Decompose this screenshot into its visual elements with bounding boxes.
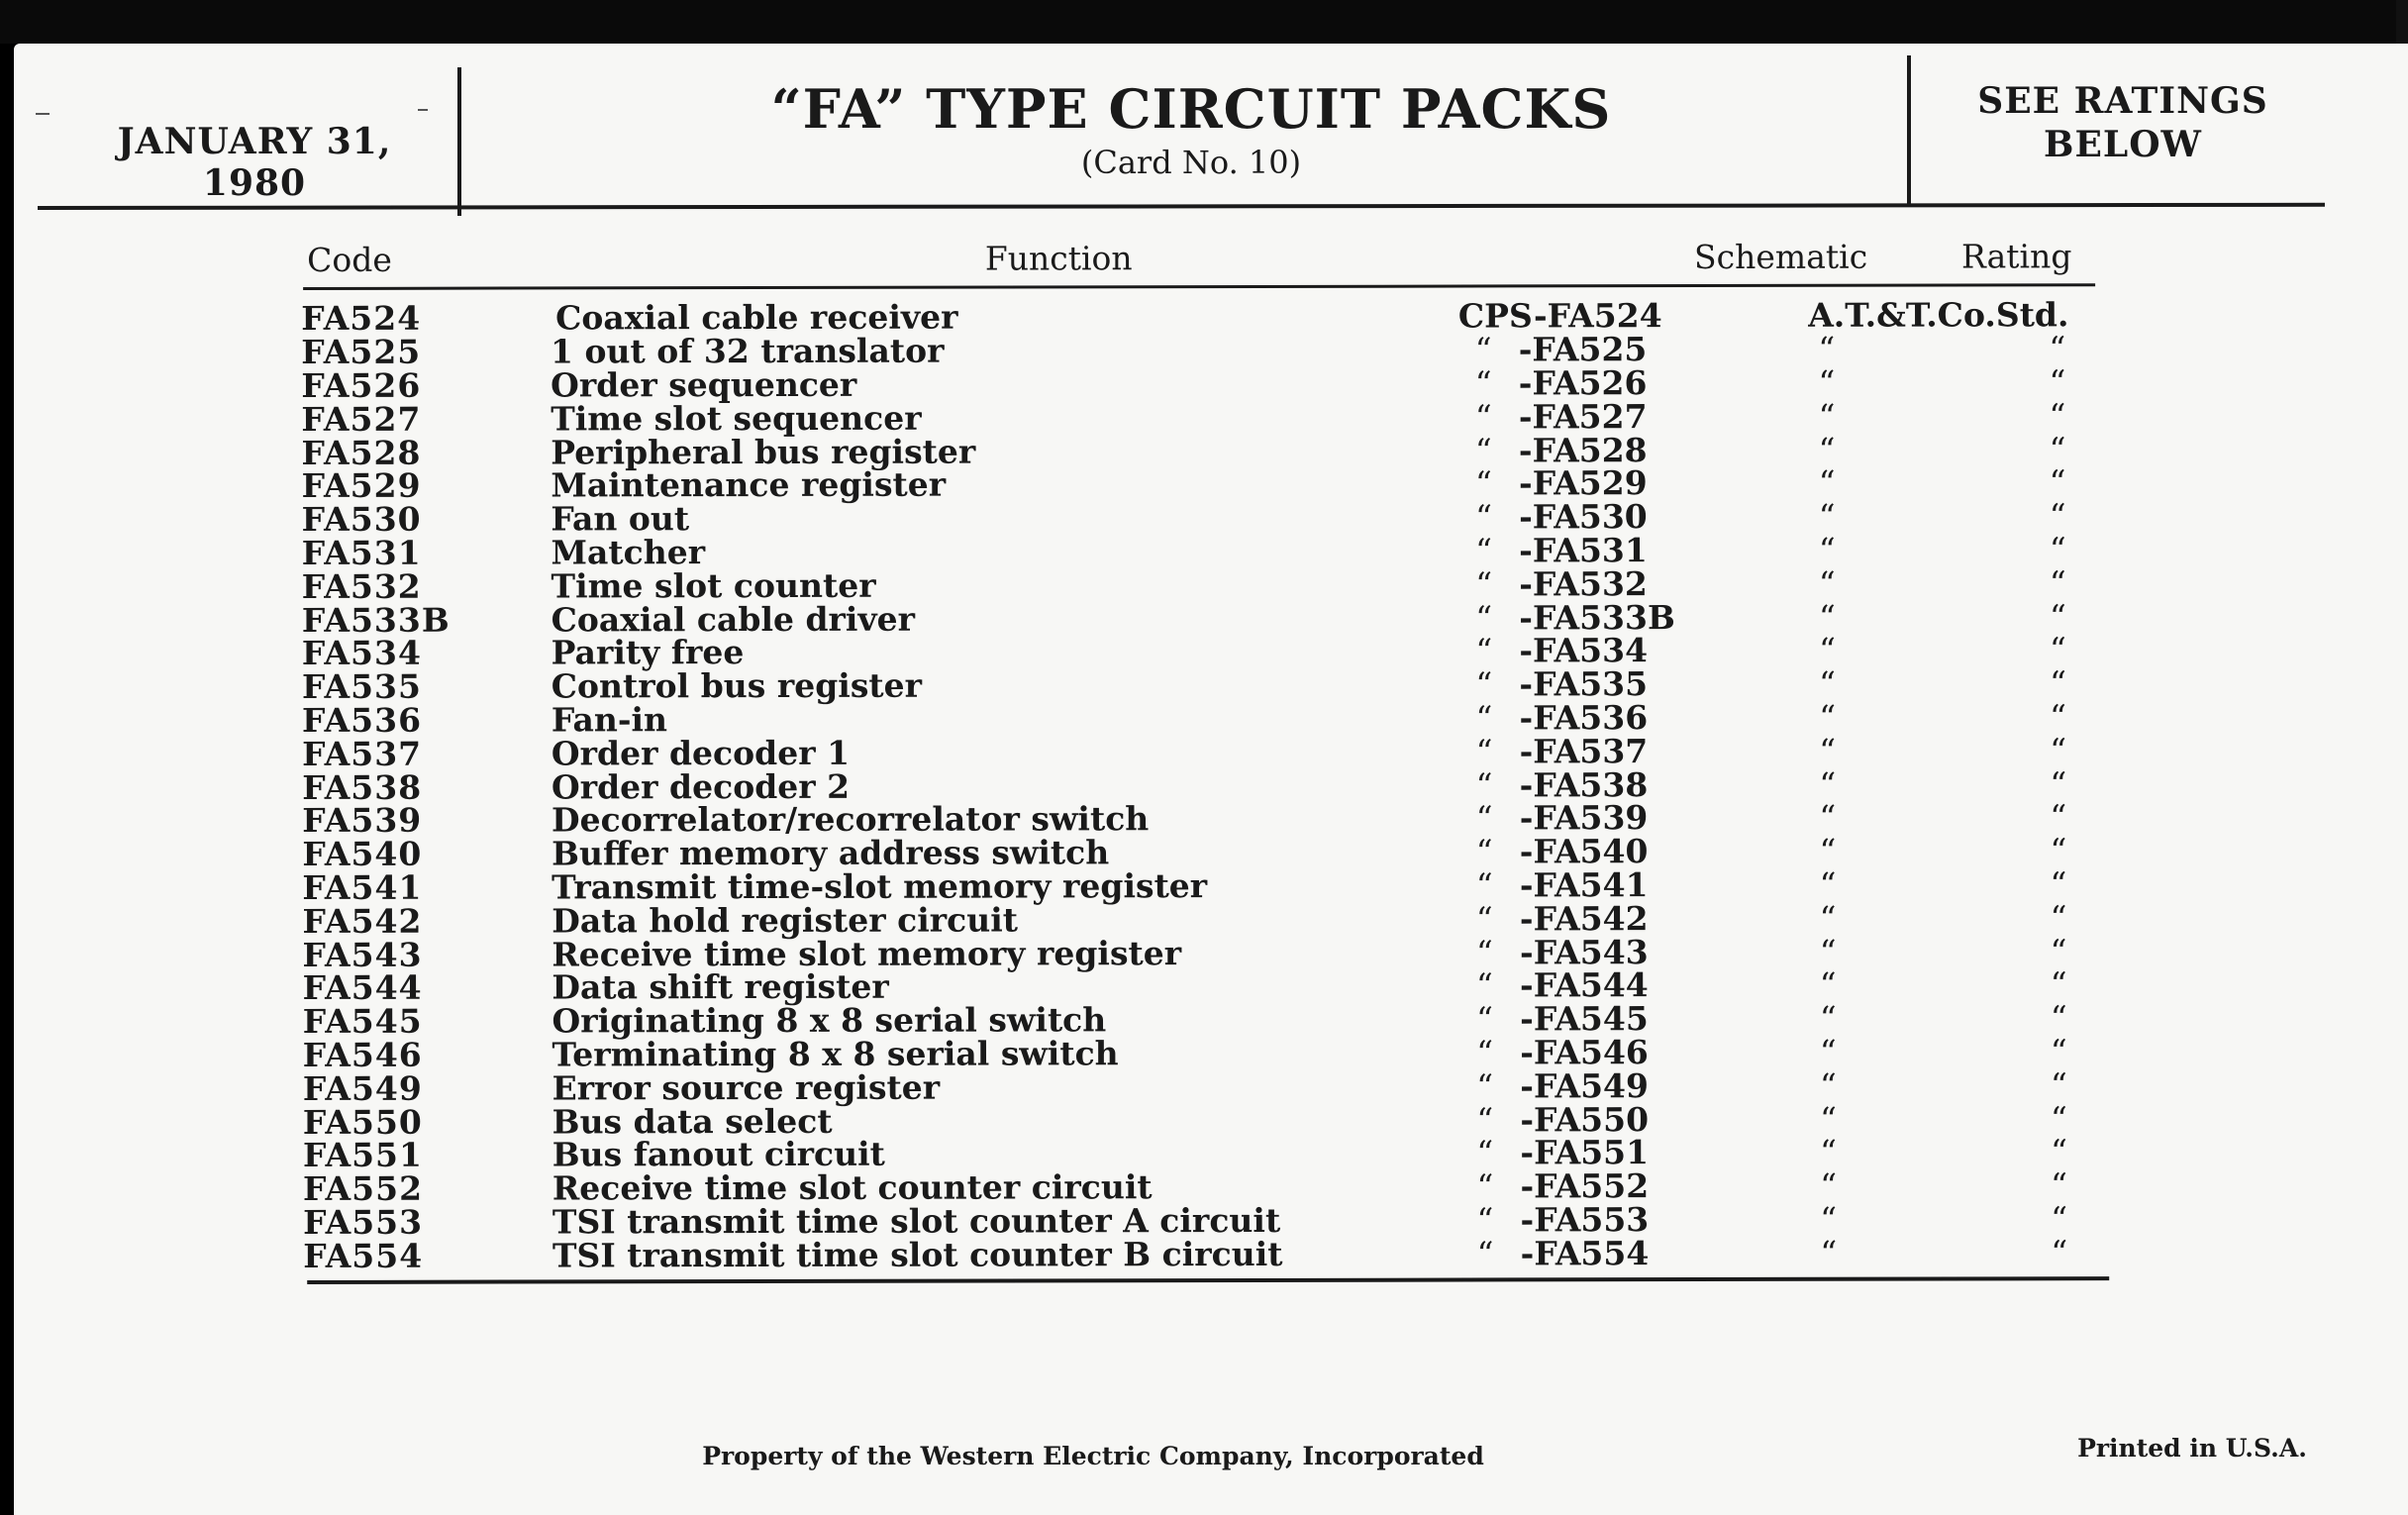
ditto-mark: “: [1475, 631, 1493, 670]
cell-function: TSI transmit time slot counter B circuit: [552, 1234, 1283, 1275]
schematic-value: -FA551: [1520, 1133, 1650, 1172]
schematic-value: -FA549: [1520, 1065, 1649, 1106]
cell-function: Maintenance register: [551, 465, 947, 505]
cell-function: Data shift register: [552, 967, 889, 1007]
schematic-value: -FA550: [1520, 1099, 1650, 1139]
cell-function: Receive time slot counter circuit: [552, 1167, 1153, 1208]
ditto-mark: “: [2051, 1165, 2068, 1205]
schematic-value: -FA525: [1518, 330, 1648, 369]
ditto-mark: “: [1474, 463, 1492, 503]
ditto-mark: “: [1820, 1133, 1838, 1172]
column-header-code: Code: [307, 240, 392, 279]
cell-code: FA554: [303, 1236, 424, 1275]
table-body: [293, 295, 2107, 1275]
cell-code: FA528: [301, 433, 422, 472]
ditto-mark: “: [1474, 330, 1492, 369]
ditto-mark: “: [1475, 765, 1493, 805]
ditto-mark: “: [1818, 430, 1836, 469]
ditto-mark: “: [1819, 1065, 1837, 1105]
schematic-value: -FA536: [1519, 698, 1649, 738]
cell-function: Receive time slot memory register: [552, 933, 1182, 974]
ditto-mark: “: [2049, 530, 2066, 569]
cell-code: FA543: [302, 935, 423, 974]
ditto-mark: “: [1475, 497, 1492, 537]
ditto-mark: “: [1819, 697, 1837, 737]
card-subtitle: (Card No. 10): [1080, 144, 1302, 181]
cell-rating: [1800, 1233, 2107, 1272]
ditto-mark: “: [2050, 998, 2067, 1038]
cell-code: FA545: [302, 1001, 423, 1042]
ditto-mark: “: [2050, 831, 2067, 870]
ditto-mark: “: [1475, 698, 1493, 738]
schematic-value: -FA538: [1519, 764, 1649, 804]
ditto-mark: “: [1819, 831, 1837, 870]
table-row: [295, 1232, 2107, 1275]
ditto-mark: “: [1476, 1033, 1494, 1072]
ditto-mark: “: [2050, 697, 2067, 737]
cell-code: FA549: [302, 1068, 423, 1108]
cell-function: Coaxial cable driver: [551, 599, 916, 640]
schematic-value: -FA540: [1519, 832, 1649, 871]
rating-value: A.T.&T.Co.Std.: [1808, 295, 2069, 336]
ditto-mark: “: [1819, 932, 1837, 971]
ditto-mark: “: [1476, 1234, 1494, 1273]
ditto-mark: “: [1475, 933, 1493, 972]
ditto-mark: “: [2049, 496, 2066, 536]
cell-function: Decorrelator/recorrelator switch: [551, 799, 1150, 840]
schematic-value: -FA537: [1519, 731, 1649, 771]
column-header-rating: Rating: [1960, 237, 2072, 276]
cell-function: Originating 8 x 8 serial switch: [552, 1000, 1107, 1041]
ditto-mark: “: [1474, 397, 1492, 437]
ditto-mark: “: [1819, 631, 1836, 670]
cell-function: Bus fanout circuit: [552, 1135, 885, 1174]
card-date: JANUARY 31, 1980: [117, 121, 392, 204]
ditto-mark: “: [1819, 1099, 1837, 1139]
cell-code: FA531: [301, 533, 422, 572]
ditto-mark: “: [2050, 663, 2067, 703]
cell-code: FA550: [302, 1102, 423, 1142]
schematic-value: -FA544: [1519, 965, 1649, 1005]
ditto-mark: “: [2049, 396, 2066, 436]
ditto-mark: “: [2050, 1064, 2067, 1105]
cell-function: Order decoder 1: [551, 733, 851, 773]
cell-code: FA553: [303, 1202, 424, 1242]
cell-code: FA533B: [301, 600, 451, 640]
cell-function: Fan out: [551, 499, 690, 539]
cell-code: FA539: [302, 801, 423, 841]
ditto-mark: “: [2049, 630, 2066, 669]
ditto-mark: “: [2050, 1032, 2067, 1071]
ditto-mark: “: [1819, 764, 1837, 804]
schematic-value: -FA553: [1520, 1200, 1650, 1240]
schematic-value: -FA539: [1519, 798, 1649, 838]
ditto-mark: “: [1819, 798, 1837, 838]
cell-code: FA552: [302, 1168, 424, 1209]
cell-code: FA546: [302, 1035, 423, 1074]
cell-code: FA525: [301, 332, 422, 372]
ditto-mark: “: [1819, 864, 1837, 904]
cell-code: FA526: [301, 365, 422, 405]
ditto-mark: “: [2049, 462, 2066, 502]
cell-code: FA532: [301, 566, 422, 606]
ditto-mark: “: [2050, 731, 2067, 770]
card-title-block: [461, 77, 1921, 184]
ditto-mark: “: [1475, 564, 1493, 604]
table-header-row: [293, 226, 2105, 279]
ditto-mark: “: [2050, 864, 2067, 904]
table-bottom-rule: [307, 1276, 2109, 1284]
ditto-mark: “: [1476, 999, 1494, 1039]
cell-code: FA551: [302, 1136, 423, 1175]
ditto-mark: “: [1476, 1133, 1494, 1172]
ditto-mark: “: [1475, 832, 1493, 871]
ditto-mark: “: [2050, 931, 2067, 970]
cell-code: FA544: [302, 968, 423, 1008]
cell-code: FA535: [301, 666, 422, 707]
ditto-mark: “: [1818, 463, 1836, 503]
cell-function: Time slot sequencer: [551, 398, 922, 439]
cell-code: FA536: [301, 700, 423, 740]
ditto-mark: “: [1819, 731, 1837, 770]
cell-code: FA542: [302, 901, 423, 941]
ditto-mark: “: [1819, 965, 1837, 1005]
ditto-mark: “: [1818, 362, 1836, 402]
circuit-pack-table: [293, 226, 2107, 1284]
ditto-mark: “: [1476, 1200, 1494, 1240]
cell-function: Control bus register: [551, 665, 923, 706]
table-header-rule: [303, 283, 2095, 290]
schematic-value: -FA543: [1519, 932, 1649, 971]
printed-notice: Printed in U.S.A.: [2077, 1434, 2307, 1463]
ditto-mark: “: [1474, 431, 1492, 470]
ditto-mark: “: [1476, 1066, 1494, 1106]
schematic-value: -FA532: [1519, 563, 1648, 604]
ditto-mark: “: [1819, 898, 1837, 938]
cell-function: Matcher: [551, 533, 706, 572]
ditto-mark: “: [1475, 531, 1493, 570]
ditto-mark: “: [2049, 329, 2066, 368]
cell-code: FA538: [302, 767, 423, 807]
schematic-value: CPS-FA524: [1457, 296, 1662, 336]
cell-function: TSI transmit time slot counter A circuit: [552, 1200, 1281, 1242]
ditto-mark: “: [2049, 563, 2066, 603]
ditto-mark: “: [1818, 530, 1836, 569]
scan-speck: [36, 113, 50, 115]
cell-schematic: [1438, 1234, 1801, 1273]
cell-function: Data hold register circuit: [552, 900, 1019, 941]
ditto-mark: “: [1819, 663, 1837, 703]
ditto-mark: “: [2050, 797, 2067, 837]
ditto-mark: “: [1818, 396, 1836, 436]
schematic-value: -FA527: [1518, 396, 1648, 437]
header-divider-right: [1907, 55, 1911, 204]
schematic-value: -FA530: [1519, 497, 1648, 537]
ditto-mark: “: [1475, 598, 1493, 638]
ditto-mark: “: [2049, 429, 2066, 468]
ditto-mark: “: [1475, 865, 1493, 905]
column-header-function: Function: [984, 239, 1133, 278]
ditto-mark: “: [1475, 664, 1493, 704]
ditto-mark: “: [1475, 732, 1493, 771]
ditto-mark: “: [2049, 362, 2066, 402]
cell-function: Error source register: [552, 1067, 941, 1108]
ditto-mark: “: [2051, 1232, 2068, 1272]
schematic-value: -FA554: [1520, 1233, 1650, 1273]
schematic-value: -FA528: [1518, 430, 1648, 470]
ditto-mark: “: [2051, 1132, 2067, 1171]
cell-code: FA530: [301, 499, 422, 540]
schematic-value: -FA541: [1519, 865, 1649, 905]
ditto-mark: “: [2051, 1199, 2068, 1239]
ratings-note: [1915, 79, 2331, 166]
cell-code: FA534: [301, 634, 422, 673]
scan-top-edge: [0, 0, 2408, 44]
ditto-mark: “: [1475, 965, 1493, 1005]
catalog-card: [14, 44, 2408, 1515]
schematic-value: -FA545: [1520, 999, 1649, 1039]
cell-code: FA540: [302, 834, 423, 874]
ditto-mark: “: [1475, 899, 1493, 939]
ditto-mark: “: [1475, 798, 1493, 838]
ditto-mark: “: [1820, 1199, 1838, 1239]
cell-function: Order decoder 2: [551, 766, 851, 807]
cell-code: FA537: [302, 734, 423, 773]
cell-function: Bus data select: [552, 1101, 833, 1141]
cell-code: FA529: [301, 466, 422, 506]
ditto-mark: “: [1476, 1099, 1494, 1140]
ditto-mark: “: [1820, 1165, 1838, 1205]
cell-function: Terminating 8 x 8 serial switch: [552, 1034, 1119, 1074]
cell-function: Coaxial cable receiver: [555, 298, 958, 338]
cell-function: Order sequencer: [551, 364, 857, 405]
ditto-mark: “: [1474, 363, 1492, 403]
schematic-value: -FA535: [1519, 664, 1649, 704]
cell-code: FA524: [301, 299, 422, 339]
ditto-mark: “: [1820, 1233, 1838, 1272]
column-header-schematic: Schematic: [1693, 237, 1868, 277]
ditto-mark: “: [1476, 1166, 1494, 1206]
cell-function: Fan-in: [551, 700, 668, 740]
ratings-note-line1: SEE RATINGS: [1977, 80, 2268, 122]
schematic-value: -FA531: [1519, 531, 1648, 570]
scan-speck: [418, 109, 428, 111]
ditto-mark: “: [2050, 897, 2067, 938]
schematic-value: -FA546: [1520, 1033, 1649, 1072]
cell-function: Parity free: [551, 633, 745, 672]
ditto-mark: “: [1818, 329, 1836, 368]
ditto-mark: “: [1818, 563, 1836, 603]
schematic-value: -FA529: [1518, 463, 1648, 503]
ditto-mark: “: [1818, 496, 1836, 536]
cell-function: Buffer memory address switch: [552, 833, 1110, 873]
schematic-value: -FA533B: [1519, 597, 1675, 637]
card-title: “FA” TYPE CIRCUIT PACKS: [770, 77, 1612, 141]
cell-function: Time slot counter: [551, 565, 876, 606]
ditto-mark: “: [1819, 998, 1837, 1038]
schematic-value: -FA552: [1520, 1166, 1650, 1206]
ratings-note-line2: BELOW: [2044, 124, 2202, 165]
ditto-mark: “: [1818, 597, 1836, 637]
ditto-mark: “: [2050, 964, 2067, 1004]
cell-code: FA527: [301, 399, 422, 439]
ditto-mark: “: [1819, 1032, 1837, 1071]
cell-function: Transmit time-slot memory register: [552, 866, 1208, 907]
schematic-value: -FA534: [1519, 631, 1649, 670]
cell-function: Peripheral bus register: [551, 432, 976, 472]
ditto-mark: “: [2049, 596, 2066, 636]
property-notice: Property of the Western Electric Company, Incorporated: [702, 1442, 1484, 1470]
ditto-mark: “: [2050, 1098, 2067, 1138]
cell-function: 1 out of 32 translator: [550, 331, 945, 371]
schematic-value: -FA526: [1518, 363, 1648, 403]
schematic-value: -FA542: [1519, 898, 1649, 939]
cell-code: FA541: [302, 867, 423, 907]
ditto-mark: “: [2050, 763, 2067, 803]
